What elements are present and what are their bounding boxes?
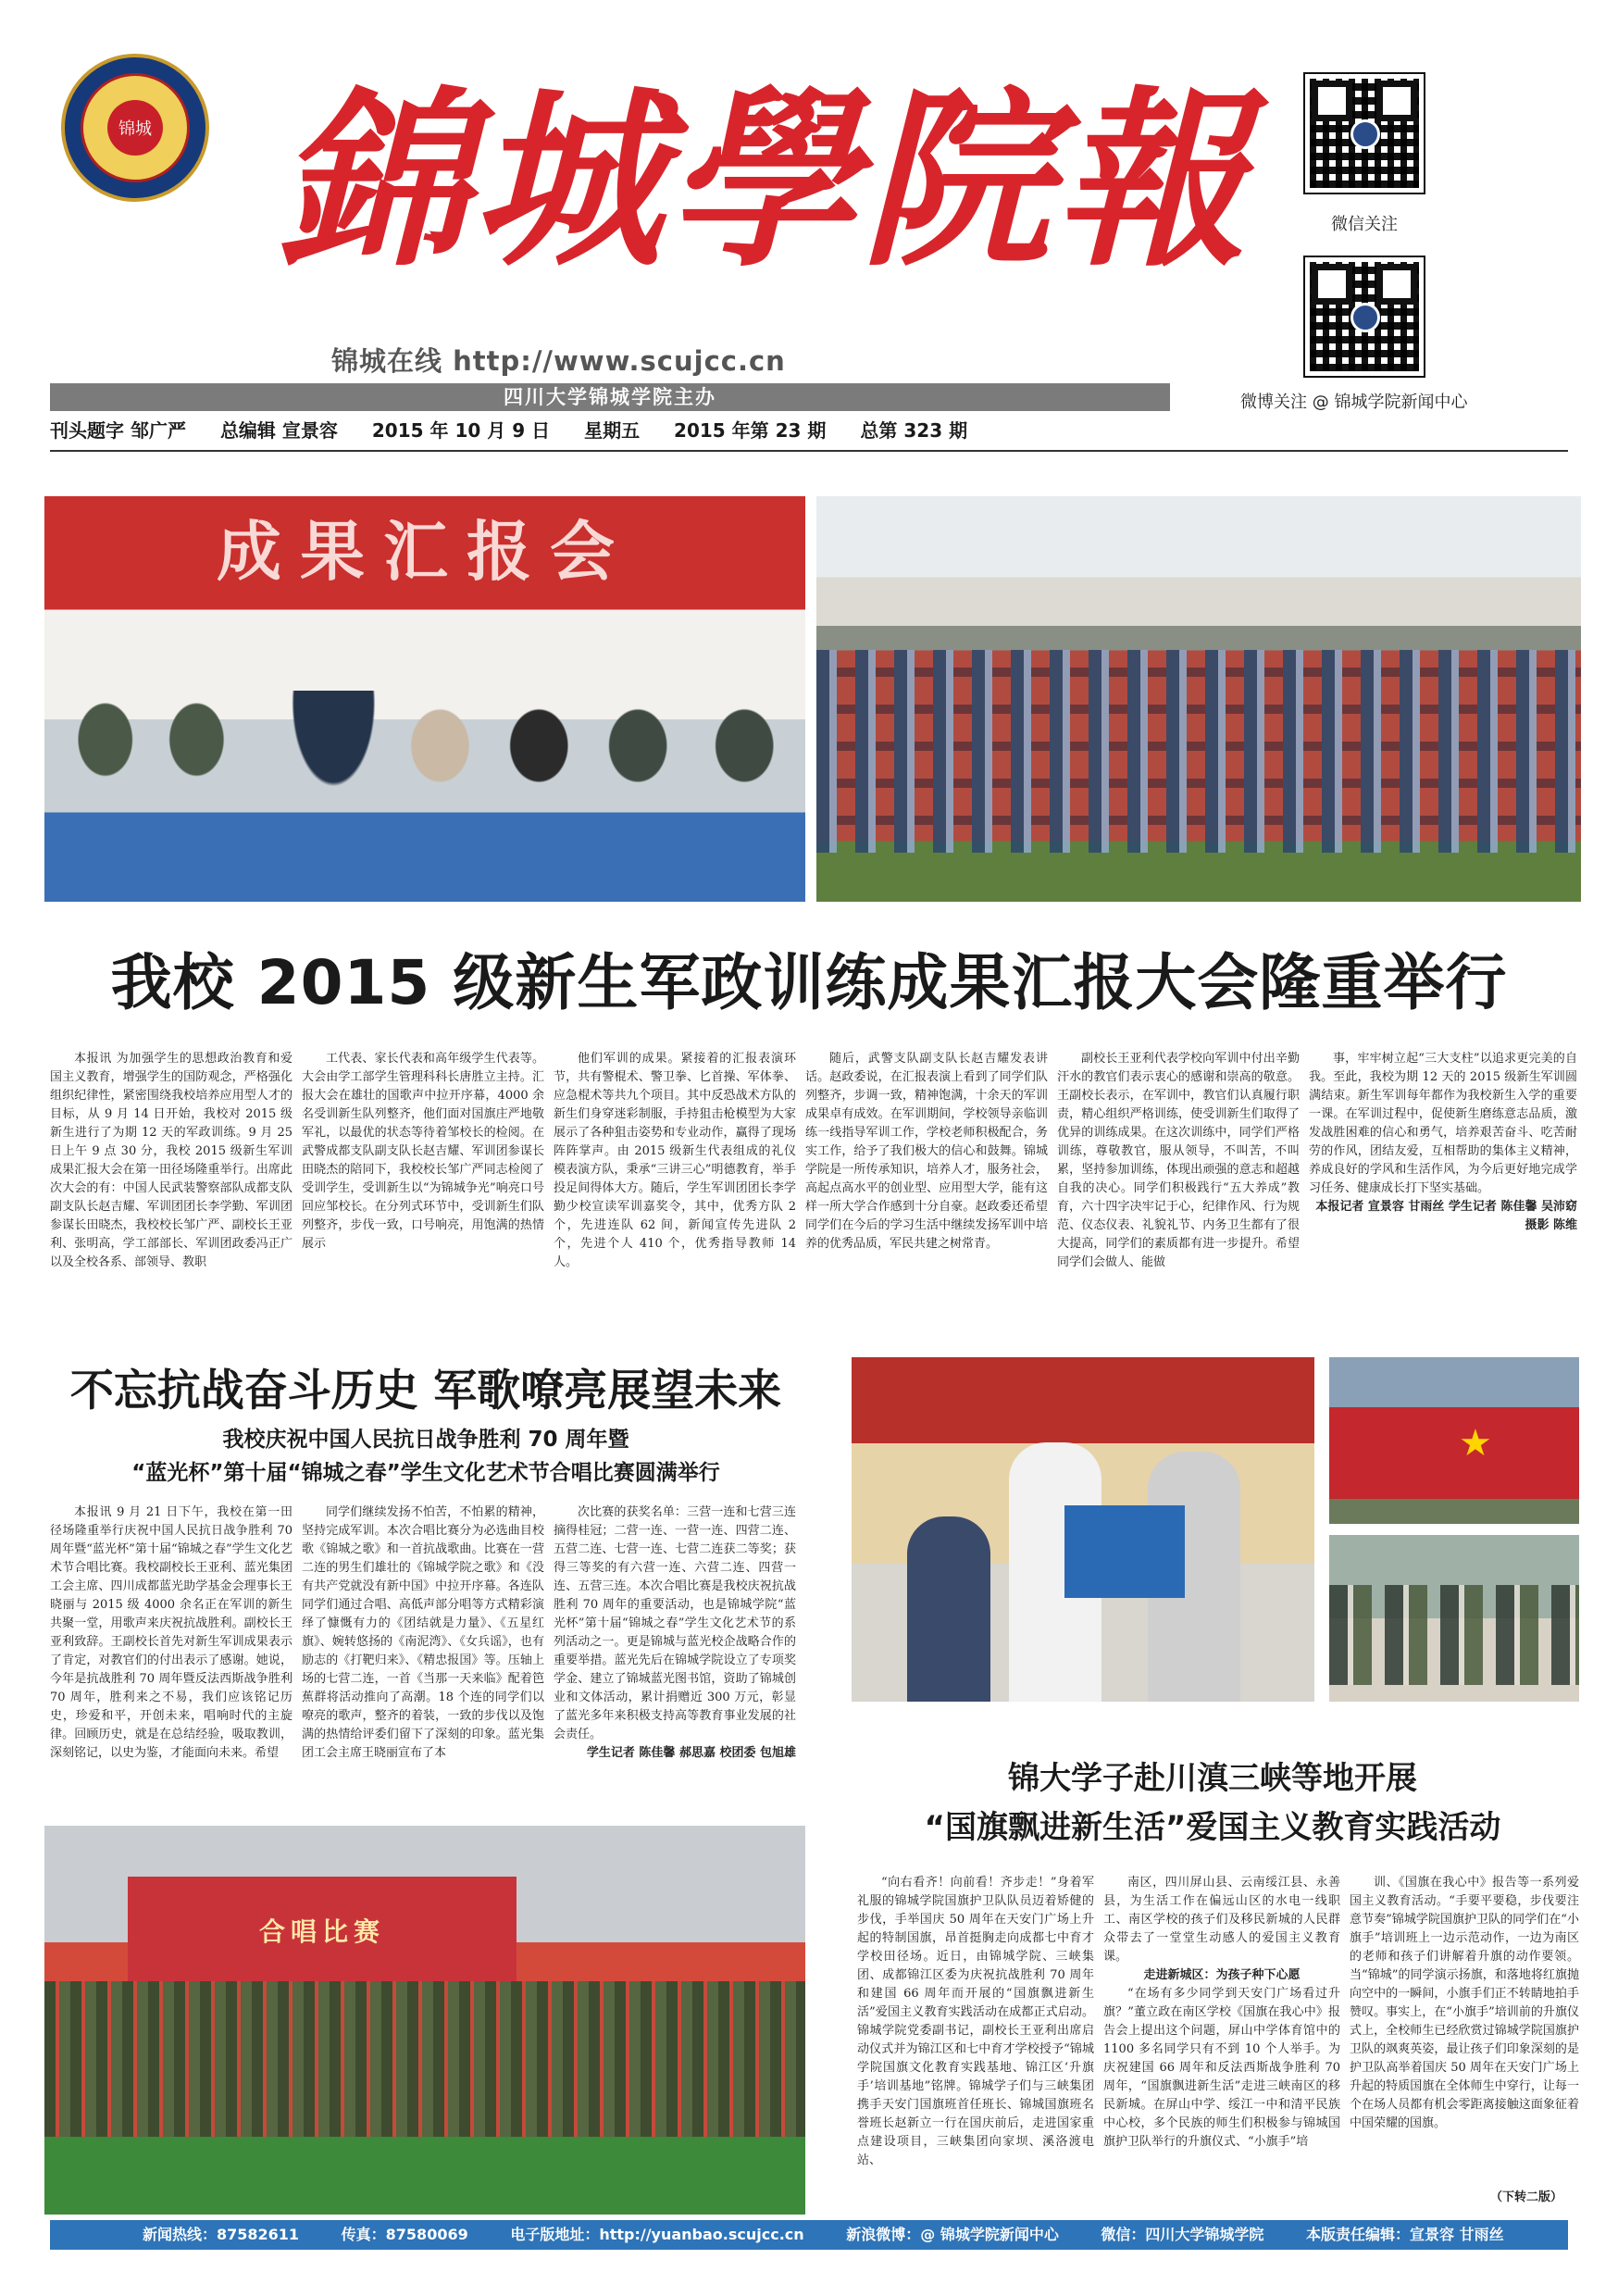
- article3-column-3: 训、《国旗在我心中》报告等一系列爱国主义教育活动。“手要平要稳，步伐要注意节奏”锦城学院国旗护卫队的同学们在“小旗手”培训班上一边示范动作，一边为南区的老师和孩子们讲解着升旗的动作要领。当“锦城”的同学演示扬旗，和落地将红旗抛向空中的一瞬间，小旗手们正不转睛地拍手赞叹。事实上，在“小旗手”培训前的升旗仪式上，全校师生已经欣赏过锦城学院国旗护卫队的飒爽英姿，最让孩子们印象深刻的是护卫队高举着国庆 50 周年在天安门广场上升起的特质国旗在全体师生中穿行，让每一个在场人员都有机会零距离接触这面象征着中国荣耀的国旗。: [1350, 1876, 1579, 2130]
- stage-officials: [44, 691, 805, 812]
- article1-column-3: 他们军训的成果。紧接着的汇报表演环节，共有警棍术、警卫拳、匕首操、军体拳、应急棍术等共九个项目。其中反恐战术方队的新生们身穿迷彩制服，手持狙击枪模型为大家展示了各种狙击姿势和专业动作，赢得了现场阵阵掌声。由 2015 级新生代表组成的礼仪模表演方队，秉承“三讲三心”明德教育，举手投足间得体大方。随后，学生军训团团长李学勤少校宣读军训嘉奖令，其中，优秀方队 2 个，先进连队 62 间，新闻宣传先进队 2 个，先进个人 410 个，优秀指导教师 14 人。: [554, 1052, 796, 1269]
- figure-official: [907, 1516, 990, 1702]
- article2-column-2: 同学们继续发扬不怕苦，不怕累的精神，坚持完成军训。本次合唱比赛分为必选曲目校歌《锦城之歌》和一首抗战歌曲。比赛在一营二连的男生们雄壮的《锦城学院之歌》和《没有共产党就没有新中国》中拉开序幕。各连队同学们通过合唱、高低声部分唱等方式精彩演绎了慷慨有力的《团结就是力量》、《五星红旗》、婉转悠扬的《南泥湾》、《女兵谣》，也有励志的《打靶归来》、《精忠报国》等。压轴上场的七营二连，一首《当那一天来临》配着笆蕉群将活动推向了高潮。18 个连的同学们以嘹亮的歌声，整齐的着装，一致的步伐以及饱满的热情给评委们留下了深刻的印象。蓝光集团工会主席王晓丽宣布了本: [302, 1505, 544, 1760]
- editor-in-chief: 总编辑 宣景容: [219, 419, 338, 442]
- website-line[interactable]: 锦城在线 http://www.scujcc.cn: [331, 345, 786, 377]
- photo-award-ceremony: [852, 1357, 1314, 1702]
- article1-column-6: 事，牢牢树立起“三大支柱”以追求更完美的自我。至此，我校为期 12 天的 2015 级新生军训圆满结束。新生军训每年都作为我校新生入学的重要一课。在军训过程中，促使新生磨练意志品质，激发战胜困难的信心和勇气，培养艰苦奋斗、吃苦耐劳的作风，团结友爱，互相帮助的集体主义精神，养成良好的学风和生活作风，为今后更好地完成学习任务、健康成长打下坚实基础。 本报记者 宣景容 甘雨丝 学生记者 陈佳馨 吴沛窈 摄影 陈维: [1309, 1050, 1577, 1328]
- news-hotline: 新闻热线：87582611: [143, 2226, 300, 2243]
- weibo-qr-label: 微博关注 @ 锦城学院新闻中心: [1240, 393, 1468, 412]
- weekday: 星期五: [584, 419, 641, 442]
- article2-subheadline-1: 我校庆祝中国人民抗日战争胜利 70 周年暨: [222, 1428, 629, 1452]
- choir-stage-sign: 合唱比赛: [128, 1877, 517, 1988]
- fax: 传真：87580069: [341, 2226, 468, 2243]
- article3-subhead: 走进新城区：为孩子种下心愿: [1143, 1968, 1301, 1982]
- article1-column-5: 副校长王亚利代表学校向军训中付出辛勤汗水的教官们表示衷心的感谢和崇高的敬意。王副校长表示，在军训中，教官们认真履行职责，精心组织严格训练，使受训新生们取得了优异的训练成果。在这次训练中，同学们严格训练，尊敬教官，服从领导，不叫苦，不叫累，坚持参加训练，体现出顽强的意志和超越自我的决心。同学们积极践行“五大养成”教育，六十四字决牢记于心，纪律作风、行为规范、仪态仪表、礼貌礼节、内务卫生都有了很大提高，同学们的素质都有进一步提升。希望同学们会做人、能做: [1057, 1052, 1300, 1269]
- stage-banner: 成果汇报会: [217, 513, 633, 590]
- article2-headline: 不忘抗战奋斗历史 军歌嘹亮展望未来: [69, 1366, 782, 1416]
- flag-star-icon: ★: [1459, 1422, 1492, 1465]
- issue-number: 2015 年第 23 期: [674, 419, 827, 442]
- article1-headline: 我校 2015 级新生军政训练成果汇报大会隆重举行: [110, 947, 1508, 1018]
- qr-logo-icon: [1350, 119, 1380, 149]
- article1-column-2: 工代表、家长代表和高年级学生代表等。大会由学工部学生管理科科长唐胜立主持。汇报大会在雄壮的国歌声中拉开序幕，4000 余名受训新生队列整齐，他们面对国旗庄严地敬军礼，以最优的状态等待着邹校长的检阅。在武警成都支队副支队长赵吉耀、军训团参谋长田晓杰的陪同下，我校校长邹广严同志检阅了受训学生，受训新生以“为锦城争光”响亮口号回应邹校长。在分列式环节中，受训新生们队列整齐，步伐一致，口号响亮，用饱满的热情展示: [302, 1052, 544, 1251]
- choir-rows: [44, 1981, 805, 2137]
- sponsor-bar: 四川大学锦城学院主办: [50, 383, 1170, 411]
- article3-headline-1: 锦大学子赴川滇三峡等地开展: [1008, 1760, 1417, 1797]
- marching-troops: [816, 650, 1581, 853]
- award-plaque: [1064, 1505, 1185, 1598]
- article3-column-1: “向右看齐！向前看！齐步走！”身着军礼服的锦城学院国旗护卫队队员迈着矫健的步伐，手举国庆 50 周年在天安门广场上升起的特制国旗，昂首挺胸走向成都七中育才学校田径场。近日，由锦城学院、三峡集团、成都锦江区委为庆祝抗战胜利 70 周年和建国 66 周年而开展的“国旗飘进新生活”爱国主义教育实践活动在成都正式启动。锦城学院党委副书记，副校长王亚利出席启动仪式并为锦江区和七中育才学校授予“锦城学院国旗文化教育实践基地、锦江区‘升旗手’培训基地”铭牌。锦城学子们与三峡集团携手天安门国旗班首任班长、锦城国旗班名誉班长赵新立一行在国庆前后，走进国家重点建设项目，三峡集团向家坝、溪洛渡电站、: [857, 1876, 1094, 2167]
- seal-inner-ring: [81, 73, 190, 182]
- epaper-link[interactable]: 电子版地址：http://yuanbao.scujcc.cn: [510, 2226, 804, 2243]
- issue-info-row: [50, 415, 1568, 446]
- continued-note: （下转二版）: [1490, 2190, 1563, 2204]
- footer-bar: [50, 2220, 1568, 2250]
- photo-parade: [816, 496, 1581, 902]
- qr-logo-icon: [1350, 303, 1380, 332]
- photo-review-stage: [44, 496, 805, 902]
- seal-core: 锦城: [107, 100, 163, 156]
- article2-byline: 学生记者 陈佳馨 郝思嘉 校团委 包旭雄: [586, 1746, 796, 1760]
- page-editors: 本版责任编辑：宣景容 甘雨丝: [1306, 2226, 1504, 2243]
- photo-choir-contest: [44, 1826, 805, 2215]
- issue-date: 2015 年 10 月 9 日: [371, 419, 551, 442]
- weibo-account[interactable]: 新浪微博：@ 锦城学院新闻中心: [846, 2226, 1059, 2243]
- wechat-qr-label: 微信关注: [1331, 215, 1398, 234]
- article2-subheadline-2: “蓝光杯”第十届“锦城之春”学生文化艺术节合唱比赛圆满举行: [131, 1461, 720, 1485]
- newspaper-title: 錦城學院報: [278, 69, 1251, 293]
- photo-group: [1329, 1535, 1579, 1702]
- article1-byline: 本报记者 宣景容 甘雨丝 学生记者 陈佳馨 吴沛窈 摄影 陈维: [1315, 1200, 1577, 1232]
- college-seal: [61, 54, 209, 202]
- article2-column-1: 本报讯 9 月 21 日下午，我校在第一田径场隆重举行庆祝中国人民抗日战争胜利 70 周年暨“蓝光杯”第十届“锦城之春”学生文化艺术节合唱比赛。我校副校长王亚利、蓝光集团工会主席、四川成都蓝光助学基金会理事长王晓丽与 2015 级 4000 余名正在军训的新生共聚一堂，用歌声来庆祝抗战胜利。副校长王亚利致辞。王副校长首先对新生军训成果表示了肯定，对教官们的付出表示了感谢。她说，今年是抗战胜利 70 周年暨反法西斯战争胜利 70 周年，胜利来之不易，我们应该铭记历史，珍爱和平，开创未来，唱响时代的主旋律。回顾历史，就是在总结经验，吸取教训，深刻铭记，以史为鉴，才能面向未来。希望: [50, 1505, 292, 1760]
- wechat-qr-code[interactable]: [1305, 74, 1424, 193]
- article3-headline-2: “国旗飘进新生活”爱国主义教育实践活动: [924, 1809, 1501, 1846]
- weibo-qr-code[interactable]: [1305, 257, 1424, 376]
- total-issue-number: 总第 323 期: [860, 419, 968, 442]
- article3-column-2: 南区，四川屏山县、云南绥江县、永善县，为生活工作在偏远山区的水电一线职工、南区学校的孩子们及移民新城的人民群众带去了一堂堂生动感人的爱国主义教育课。 走进新城区：为孩子种下心愿 “在场有多少同学到天安门广场看过升旗？”董立政在南区学校《国旗在我心中》报告会上提出这个问题，屏山中学体育馆中的 1100 多名同学只有不到 10 个人举手。为庆祝建国 66 周年和反法西斯战争胜利 70 周年，“国旗飘进新生活”走进三峡南区的移民新城。在屏山中学、绥江一中和清平民族中心校，多个民族的师生们积极参与锦城国旗护卫队举行的升旗仪式、“小旗手”培: [1103, 1876, 1340, 2149]
- photo-flag: [1329, 1357, 1579, 1524]
- header-divider: [50, 450, 1568, 452]
- group-people: [1329, 1585, 1579, 1685]
- article2-column-3: 次比赛的获奖名单：三营一连和七营三连摘得桂冠；二营一连、一营一连、四营二连、五营二连、七营一连、七营二连获二等奖；获得三等奖的有六营一连、六营二连、四营一连、五营三连。本次合唱比赛是我校庆祝抗战胜利 70 周年的重要活动，也是锦城学院“蓝光杯”第十届“锦城之春”学生文化艺术节的系列活动之一。更是锦城与蓝光校企战略合作的重要举措。蓝光先后在锦城学院设立了专项奖学金、建立了锦城蓝光图书馆，资助了锦城创业和文体活动，累计捐赠近 300 万元，彰显了蓝光多年来积极支持高等教育事业发展的社会责任。 学生记者 陈佳馨 郝思嘉 校团委 包旭雄: [554, 1504, 796, 1828]
- inscription-credit: 刊头题字 邹广严: [50, 419, 186, 442]
- article1-column-1: 本报讯 为加强学生的思想政治教育和爱国主义教育，增强学生的国防观念，严格强化组织纪律性，紧密围绕我校培养应用型人才的目标，从 9 月 14 日开始，我校对 2015 级新生进行了为期 12 天的军政训练。9 月 25 日上午 9 点 30 分，我校 2015 级新生军训成果汇报大会在第一田径场隆重举行。出席此次大会的有：中国人民武装警察部队成都支队副支队长赵吉耀、军训团团长李学勤、军训团参谋长田晓杰，我校校长邹广严、副校长王亚利、张明高，学工部部长、军训团政委冯正广以及全校各系、部领导、教职: [50, 1052, 292, 1269]
- article1-column-4: 随后，武警支队副支队长赵吉耀发表讲话。赵政委说，在汇报表演上看到了同学们队列整齐，步调一致，精神饱满，十余天的军训成果卓有成效。在军训期间，学校领导亲临训练一线指导军训工作，学校老师积极配合，务实工作，给予了我们极大的信心和鼓舞。锦城学院是一所传承知识，培养人才，服务社会，高起点高水平的创业型、应用型大学，能有这样一所大学合作感到十分自豪。赵政委还希望同学们在今后的学习生活中继续发扬军训中培养的优秀品质，军民共建之树常青。: [805, 1052, 1048, 1251]
- wechat-account[interactable]: 微信：四川大学锦城学院: [1101, 2226, 1264, 2243]
